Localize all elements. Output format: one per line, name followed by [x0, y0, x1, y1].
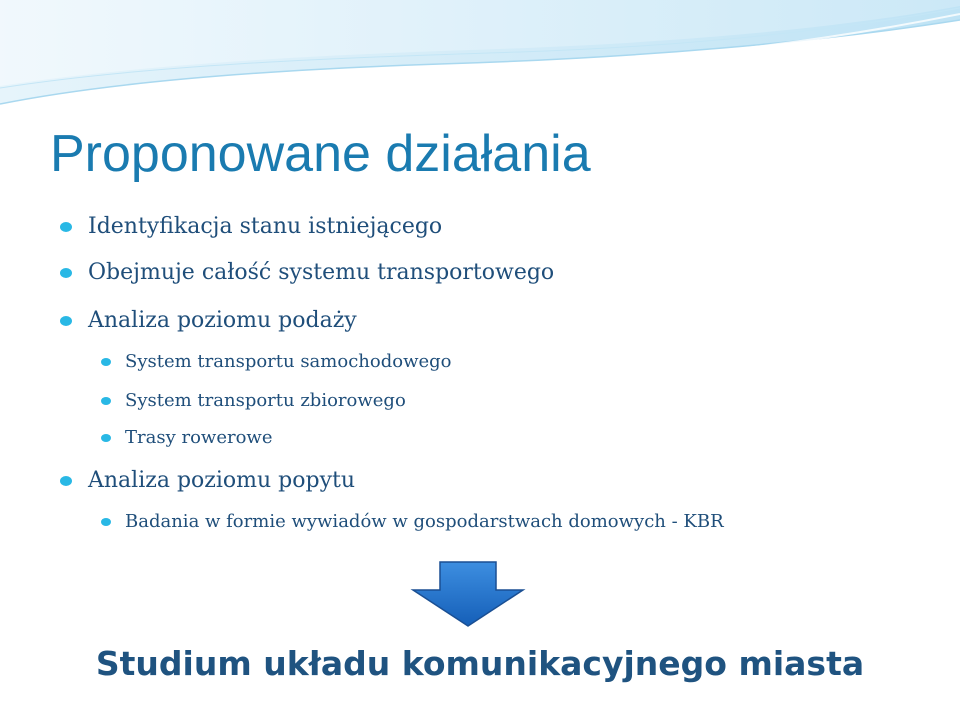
bullet-text: Obejmuje całość systemu transportowego: [88, 260, 555, 285]
sub-bullet-item: [125, 388, 406, 414]
sub-bullet-item: [125, 509, 724, 535]
bullet-item: [88, 212, 442, 242]
bullet-dot-icon: [60, 268, 72, 278]
bullet-dot-icon: [101, 358, 111, 366]
bullet-item: [88, 306, 357, 336]
bullet-dot-icon: [101, 397, 111, 405]
bullet-dot-icon: [60, 222, 72, 232]
bullet-text: Identyfikacja stanu istniejącego: [88, 214, 443, 239]
bullet-text: Analiza poziomu podaży: [88, 308, 357, 333]
bullet-dot-icon: [60, 316, 72, 326]
bullet-text: Trasy rowerowe: [125, 427, 273, 448]
bullet-text: Badania w formie wywiadów w gospodarstwach domowych - KBR: [125, 511, 724, 532]
sub-bullet-item: [125, 349, 452, 375]
bullet-item: [88, 466, 355, 496]
sub-bullet-item: [125, 425, 272, 451]
slide-title: Proponowane działania: [50, 125, 591, 183]
bullet-text: System transportu samochodowego: [125, 351, 452, 372]
bullet-dot-icon: [60, 476, 72, 486]
bullet-text: System transportu zbiorowego: [125, 390, 406, 411]
conclusion-text: Studium układu komunikacyjnego miasta: [95, 644, 865, 683]
bullet-item: [88, 258, 554, 288]
down-arrow-icon: [410, 560, 526, 628]
bullet-dot-icon: [101, 434, 111, 442]
bullet-dot-icon: [101, 518, 111, 526]
bullet-text: Analiza poziomu popytu: [88, 468, 356, 493]
